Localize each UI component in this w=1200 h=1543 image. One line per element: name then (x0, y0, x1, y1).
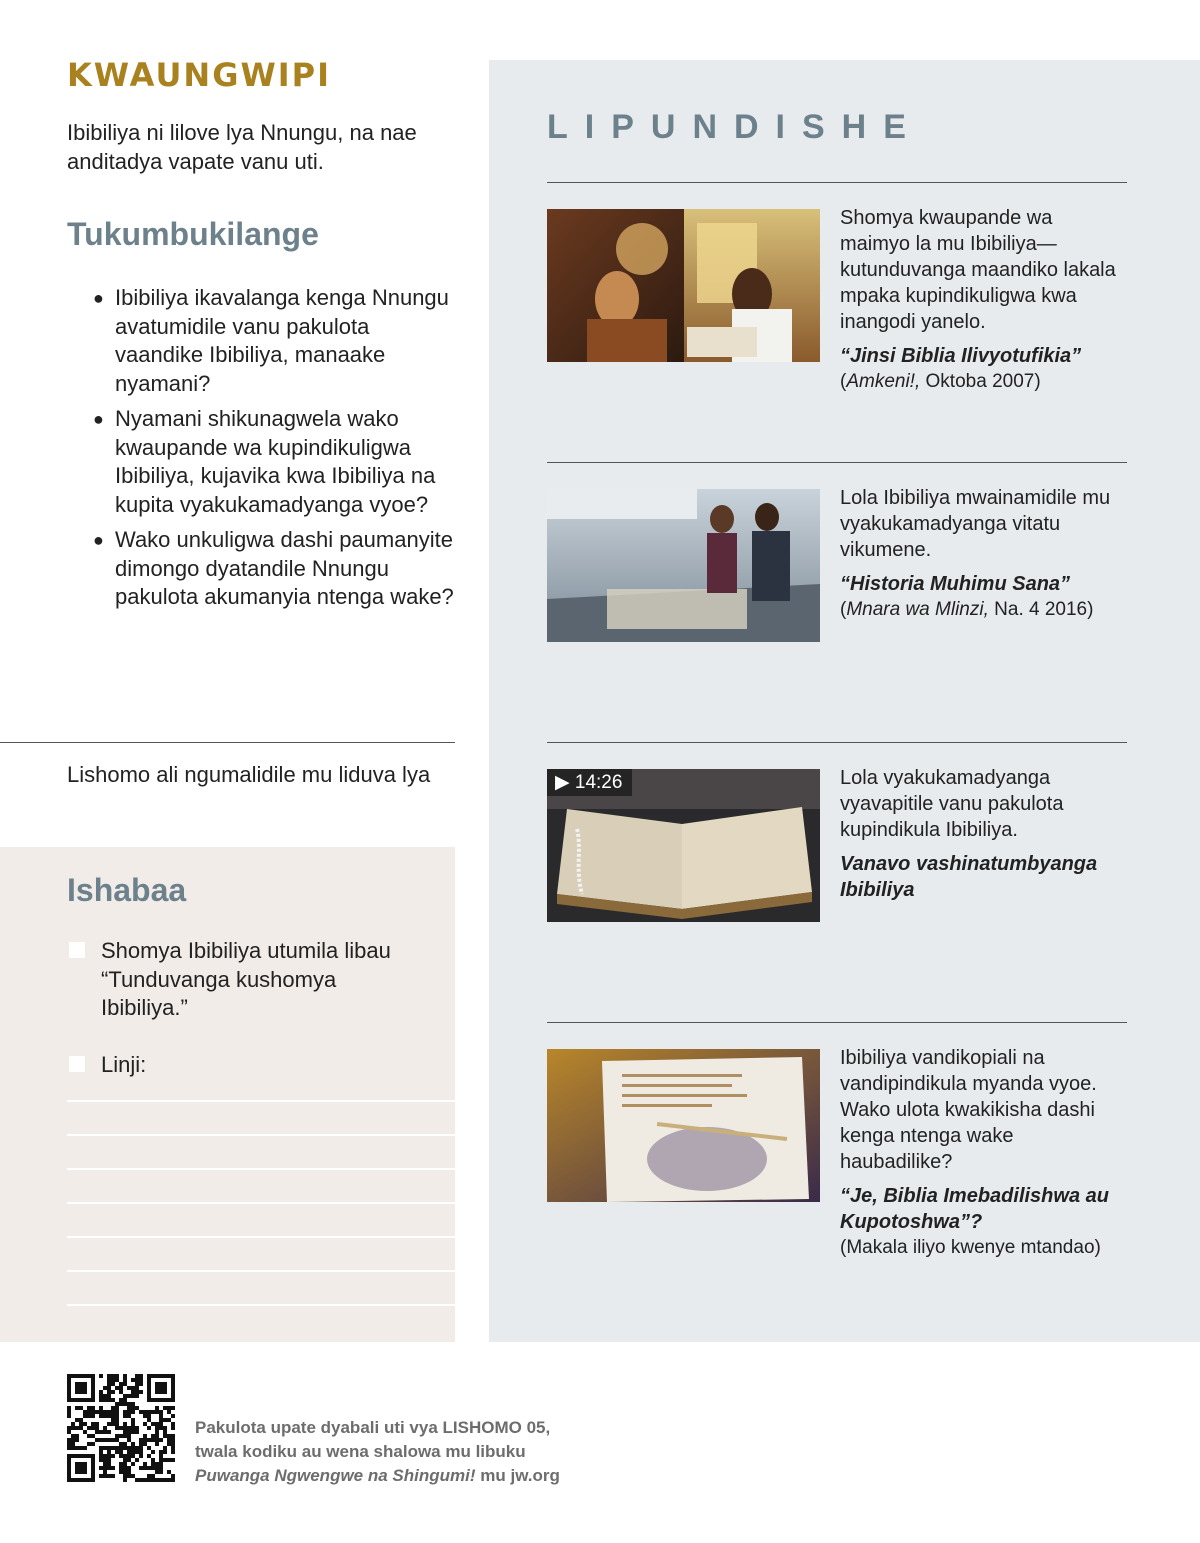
research-link[interactable]: Vanavo vashinatumbyanga Ibibiliya (840, 853, 1098, 901)
research-item (840, 205, 1120, 395)
write-line (67, 1168, 455, 1170)
summary-text: Ibibiliya ni lilove lya Nnungu, na nae anditadya vapate vanu uti. (67, 120, 417, 174)
research-link[interactable]: “Jinsi Biblia Ilivyotufikia” (840, 345, 1082, 367)
goal-text: Shomya Ibibiliya utumila libau “Tunduvanga kushomya Ibibiliya.” (101, 938, 391, 1020)
research-item (840, 765, 1120, 903)
research-source: (Makala iliyo kwenye mtandao) (840, 1237, 1101, 1258)
goal-item[interactable] (67, 937, 427, 1023)
completion-note: Lishomo ali ngumalidile mu liduva lya (67, 762, 431, 787)
goals-panel (0, 847, 455, 1342)
review-item (93, 284, 463, 398)
research-description: Shomya kwaupande wa maimyo la mu Ibibiliya—kutunduvanga maandiko lakala mpaka kupindikuligwa kwa inangodi yanelo. (840, 207, 1116, 333)
museum-couple-photo-icon[interactable] (547, 489, 820, 642)
review-item-text: Nyamani shikunagwela wako kwaupande wa kupindikuligwa Ibibiliya, kujavika kwa Ibibiliya na kupita vyakukamadyanga vyoe? (115, 406, 436, 517)
write-line (67, 1236, 455, 1238)
bullet-icon: ● (93, 530, 104, 550)
divider (0, 742, 455, 743)
research-source: (Mnara wa Mlinzi, Na. 4 2016) (840, 599, 1094, 620)
review-item-text: Ibibiliya ikavalanga kenga Nnungu avatumidile vanu pakulota vaandike Ibibiliya, manaake nyamani? (115, 285, 449, 396)
research-description: Lola Ibibiliya mwainamidile mu vyakukamadyanga vitatu vikumene. (840, 487, 1111, 561)
divider (547, 1022, 1127, 1023)
bullet-icon: ● (93, 409, 104, 429)
research-description: Ibibiliya vandikopiali na vandipindikula myanda vyoe. Wako ulota kwakikisha dashi kenga ntenga wake haubadilike? (840, 1047, 1097, 1173)
review-title: Tukumbukilange (67, 216, 319, 252)
manuscript-writing-photo-icon[interactable] (547, 1049, 820, 1202)
research-title: LIPUNDISHE (547, 108, 923, 146)
footer-text: Pakulota upate dyabali uti vya LISHOMO 05, twala kodiku au wena shalowa mu libuku Puwanga Ngwengwe na Shingumi! mu jw.org (195, 1418, 560, 1485)
scribes-illustration-icon[interactable] (547, 209, 820, 362)
video-duration-badge: ▶ 14:26 (547, 769, 632, 796)
divider (547, 742, 1127, 743)
write-line (67, 1202, 455, 1204)
research-link[interactable]: “Je, Biblia Imebadilishwa au Kupotoshwa”? (840, 1185, 1109, 1233)
summary-title: KWAUNGWIPI (67, 56, 332, 94)
review-list (93, 284, 463, 619)
write-line (67, 1134, 455, 1136)
research-panel (489, 60, 1200, 1342)
review-item (93, 405, 463, 519)
goal-item[interactable] (67, 1051, 427, 1080)
write-line (67, 1304, 455, 1306)
divider (547, 182, 1127, 183)
research-item (840, 1045, 1120, 1261)
review-item (93, 526, 463, 612)
write-line (67, 1100, 455, 1102)
write-line (67, 1270, 455, 1272)
checkbox-icon[interactable] (69, 942, 85, 958)
goal-text: Linji: (101, 1052, 147, 1077)
divider (547, 462, 1127, 463)
research-link[interactable]: “Historia Muhimu Sana” (840, 573, 1071, 595)
research-item (840, 485, 1120, 623)
book-title: Puwanga Ngwengwe na Shingumi! (195, 1466, 476, 1485)
goals-title: Ishabaa (67, 872, 187, 908)
review-item-text: Wako unkuligwa dashi paumanyite dimongo dyatandile Nnungu pakulota akumanyia ntenga wake? (115, 527, 454, 609)
research-source: (Amkeni!, Oktoba 2007) (840, 371, 1041, 392)
research-description: Lola vyakukamadyanga vyavapitile vanu pakulota kupindikula Ibibiliya. (840, 767, 1064, 841)
old-bible-video-icon[interactable] (547, 769, 820, 922)
bullet-icon: ● (93, 288, 104, 308)
play-icon: ▶ (555, 772, 575, 793)
checkbox-icon[interactable] (69, 1056, 85, 1072)
qr-code-icon[interactable] (67, 1374, 175, 1482)
